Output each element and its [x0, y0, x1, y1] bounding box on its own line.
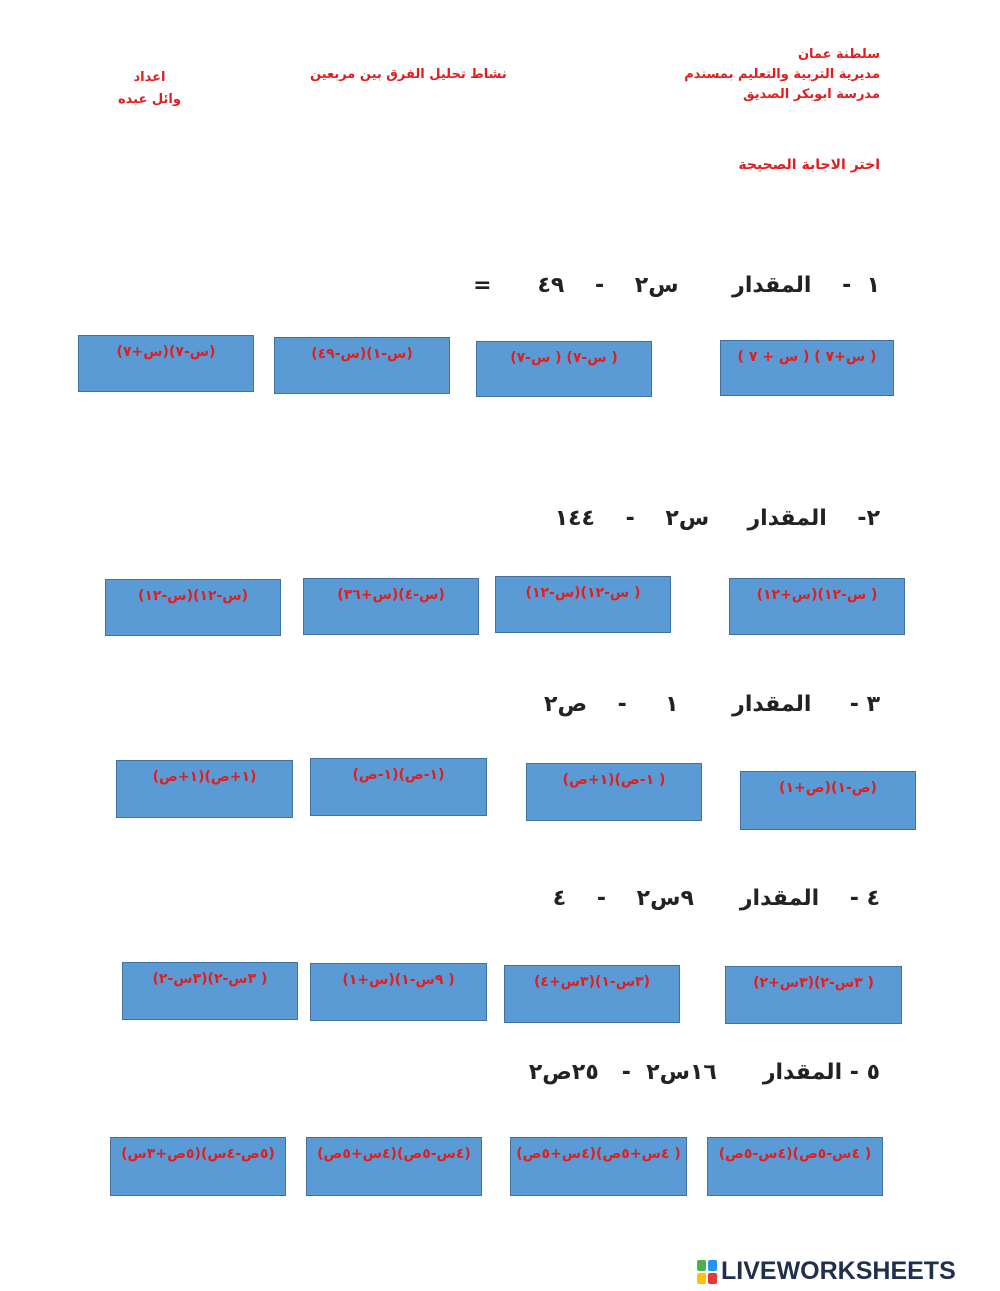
logo-mark-icon	[697, 1260, 717, 1284]
question-2: ٢- المقدار س٢ - ١٤٤	[554, 506, 880, 531]
question-4: ٤ - المقدار ٩س٢ - ٤	[552, 886, 880, 911]
option-label: (٤س-٥ص)(٤س+٥ص)	[317, 1146, 471, 1162]
option-label: ( ٣س-٢)(٣س+٢)	[753, 975, 874, 991]
answer-option[interactable]	[495, 576, 671, 633]
header-line-1: سلطنة عمان	[797, 47, 880, 62]
answer-option[interactable]	[110, 1137, 286, 1196]
answer-option[interactable]	[740, 771, 916, 830]
option-label: ( ٤س-٥ص)(٤س-٥ص)	[718, 1146, 872, 1162]
answer-option[interactable]	[729, 578, 905, 635]
answer-option[interactable]	[310, 758, 487, 816]
answer-option[interactable]	[122, 962, 298, 1020]
author-name: وائل عبده	[118, 92, 181, 107]
option-label: (س-٧)(س+٧)	[116, 344, 216, 360]
option-label: (ص-١)(ص+١)	[779, 780, 877, 796]
instruction: اختر الاجابة الصحيحة	[738, 157, 880, 173]
answer-option[interactable]	[78, 335, 254, 392]
option-label: (٣س-١)(٣س+٤)	[534, 974, 650, 990]
option-label: ( س-١٢)(س-١٢)	[525, 585, 641, 601]
prepared-by-label: اعداد	[133, 70, 166, 85]
option-label: (س-١)(س-٤٩)	[311, 346, 413, 362]
answer-option[interactable]	[116, 760, 293, 818]
header-line-2: مديرية التربية والتعليم بمسندم	[684, 67, 880, 82]
option-label: ( س+٧ ) ( س + ٧ )	[737, 349, 877, 365]
answer-option[interactable]	[274, 337, 450, 394]
activity-title: نشاط تحليل الفرق بين مربعين	[310, 67, 507, 82]
logo-text: LIVEWORKSHEETS	[721, 1257, 956, 1285]
option-label: (١+ص)(١+ص)	[152, 769, 257, 785]
option-label: (٥ص-٤س)(٥ص+٣س)	[121, 1146, 275, 1162]
liveworksheets-logo	[697, 1257, 956, 1286]
answer-option[interactable]	[725, 966, 902, 1024]
option-label: (١-ص)(١-ص)	[352, 767, 445, 783]
answer-option[interactable]	[303, 578, 479, 635]
option-label: (س-٤)(س+٣٦)	[337, 587, 445, 603]
option-label: ( ٩س-١)(س+١)	[342, 972, 455, 988]
school-info	[684, 45, 880, 105]
answer-option[interactable]	[310, 963, 487, 1021]
option-label: ( س-٧) ( س-٧)	[510, 350, 618, 366]
answer-option[interactable]	[510, 1137, 687, 1196]
option-label: ( ٤س+٥ص)(٤س+٥ص)	[516, 1146, 681, 1162]
header-line-3: مدرسة ابوبكر الصديق	[742, 87, 880, 102]
author-block	[118, 67, 181, 111]
question-5: ٥ - المقدار ١٦س٢ - ٢٥ص٢	[528, 1060, 880, 1085]
answer-option[interactable]	[476, 341, 652, 397]
option-label: (س-١٢)(س-١٢)	[137, 588, 249, 604]
option-label: ( ٣س-٢)(٣س-٢)	[152, 971, 268, 987]
question-1: ١ - المقدار س٢ - ٤٩ =	[473, 273, 880, 298]
option-label: ( ١-ص)(١+ص)	[562, 772, 666, 788]
question-3: ٣ - المقدار ١ - ص٢	[544, 692, 880, 717]
answer-option[interactable]	[707, 1137, 883, 1196]
answer-option[interactable]	[526, 763, 702, 821]
answer-option[interactable]	[105, 579, 281, 636]
option-label: ( س-١٢)(س+١٢)	[756, 587, 878, 603]
answer-option[interactable]	[720, 340, 894, 396]
answer-option[interactable]	[306, 1137, 482, 1196]
answer-option[interactable]	[504, 965, 680, 1023]
